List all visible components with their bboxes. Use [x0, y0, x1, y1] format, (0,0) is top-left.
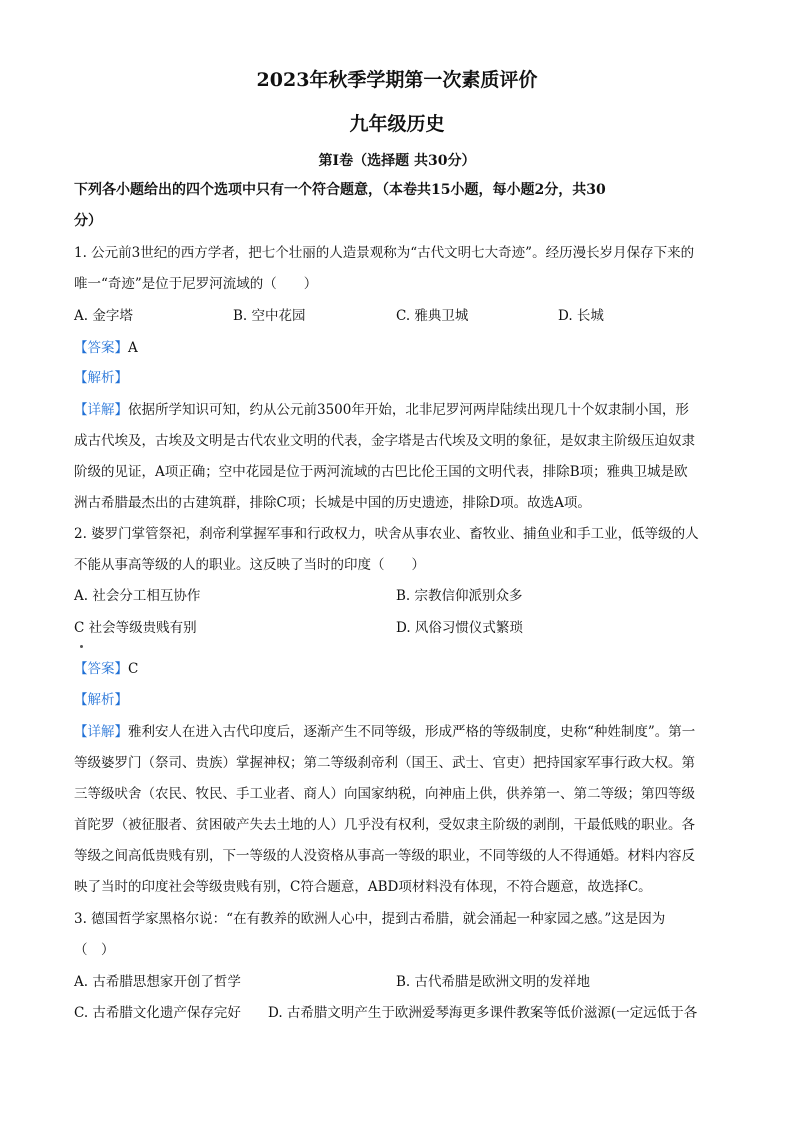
q2-detail-line-6: 映了当时的印度社会等级贵贱有别，C符合题意，ABD项材料没有体现，不符合题意，故选择C。	[74, 879, 652, 895]
exam-title: 2023年秋季学期第一次素质评价	[256, 69, 538, 91]
q3-option-c: C. 古希腊文化遗产保存完好	[74, 1005, 241, 1021]
q2-detail-line-1	[74, 722, 724, 742]
q2-option-d: D. 风俗习惯仪式繁琐	[396, 620, 523, 636]
q1-option-a: A. 金字塔	[74, 308, 133, 324]
q2-option-a: A. 社会分工相互协作	[74, 588, 201, 604]
q2-answer	[74, 659, 724, 679]
instructions-line-2: 分）	[74, 213, 102, 229]
q1-option-c: C. 雅典卫城	[396, 308, 469, 324]
q1-detail-line-1	[74, 400, 724, 420]
q3-option-a: A. 古希腊思想家开创了哲学	[74, 974, 241, 990]
instructions-line-1: 下列各小题给出的四个选项中只有一个符合题意，（本卷共15小题，每小题2分，共30	[74, 182, 606, 198]
q1-option-d: D. 长城	[558, 308, 604, 324]
analysis-tag: 【解析】	[74, 370, 128, 386]
question-3-stem-line-1: 3. 德国哲学家黑格尔说：“在有教养的欧洲人心中，提到古希腊，就会涌起一种家园之感。”这是因为	[74, 911, 666, 927]
detail-tag: 【详解】	[74, 724, 128, 740]
q1-analysis-heading	[74, 368, 724, 388]
answer-tag: 【答案】	[74, 340, 128, 356]
question-1-stem-line-1: 1. 公元前3世纪的西方学者，把七个壮丽的人造景观称为“古代文明七大奇迹”。经历漫长岁月保存下来的	[74, 245, 695, 261]
detail-tag: 【详解】	[74, 402, 128, 418]
q2-detail-line-3: 三等级吠舍（农民、牧民、手工业者、商人）向国家纳税，向神庙上供，供养第一、第二等级；第四等级	[74, 786, 695, 802]
q2-detail-line-5: 等级之间高低贵贱有别，下一等级的人没资格从事高一等级的职业，不同等级的人不得通婚。材料内容反	[74, 848, 695, 864]
question-2-stem-line-2: 不能从事高等级的人的职业。这反映了当时的印度（ ）	[74, 557, 425, 573]
answer-tag: 【答案】	[74, 661, 128, 677]
answer-value: A	[128, 340, 138, 356]
q1-option-b: B. 空中花园	[233, 308, 306, 324]
q2-detail-line-4: 首陀罗（被征服者、贫困破产失去土地的人）几乎没有权利，受奴隶主阶级的剥削，干最低贱的职业。各	[74, 817, 695, 833]
q1-detail-line-3: 阶级的见证，A项正确；空中花园是位于两河流域的古巴比伦王国的文明代表，排除B项；雅典卫城是欧	[74, 464, 688, 480]
question-1-stem-line-2: 唯一“奇迹”是位于尼罗河流域的（ ）	[74, 276, 318, 292]
q2-analysis-heading	[74, 690, 724, 710]
analysis-tag: 【解析】	[74, 692, 128, 708]
q1-answer	[74, 338, 724, 358]
stray-dot	[80, 645, 83, 648]
question-2-stem-line-1: 2. 婆罗门掌管祭祀，刹帝利掌握军事和行政权力，吠舍从事农业、畜牧业、捕鱼业和手工业，低等级的人	[74, 526, 699, 542]
q3-option-b: B. 古代希腊是欧洲文明的发祥地	[396, 974, 591, 990]
q2-option-b: B. 宗教信仰派别众多	[396, 588, 523, 604]
q1-detail-line-4: 洲古希腊最杰出的古建筑群，排除C项；长城是中国的历史遗迹，排除D项。故选A项。	[74, 495, 591, 511]
answer-value: C	[128, 661, 139, 677]
q1-detail-line-2: 成古代埃及，古埃及文明是古代农业文明的代表，金字塔是古代埃及文明的象征，是奴隶主阶级压迫奴隶	[74, 433, 695, 449]
section-heading: 第Ⅰ卷（选择题 共30分）	[318, 153, 476, 169]
q3-option-d: D. 古希腊文明产生于欧洲爱琴海更多课件教案等低价滋源(一定远低于各	[268, 1005, 698, 1021]
detail-text: 依据所学知识可知，约从公元前3500年开始，北非尼罗河两岸陆续出现几十个奴隶制小国，形	[128, 402, 689, 418]
detail-text: 雅利安人在进入古代印度后，逐渐产生不同等级，形成严格的等级制度，史称“种姓制度”。第一	[128, 724, 696, 740]
question-3-stem-line-2: （ ）	[74, 942, 115, 958]
q2-detail-line-2: 等级婆罗门（祭司、贵族）掌握神权；第二等级刹帝利（国王、武士、官吏）把持国家军事行政大权。第	[74, 755, 695, 771]
q2-option-c: C 社会等级贵贱有别	[74, 620, 197, 636]
exam-subject: 九年级历史	[349, 113, 445, 135]
